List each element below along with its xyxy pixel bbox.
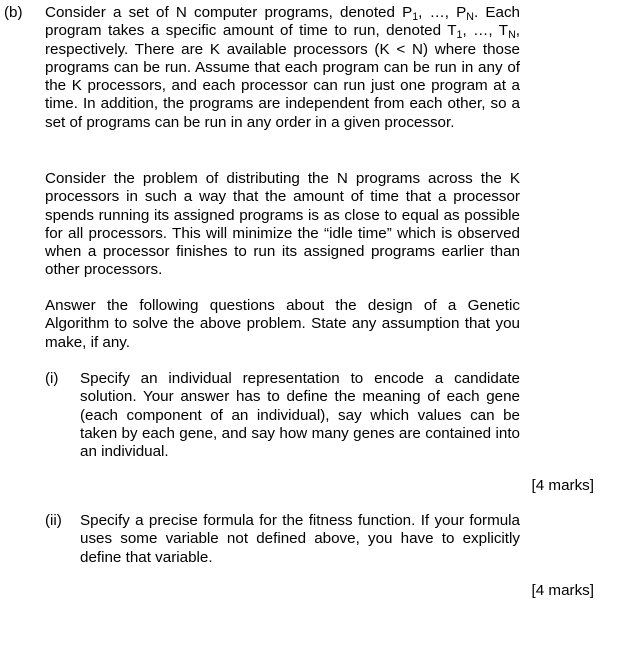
instructions: Answer the following questions about the design of a Genetic Algorithm to solve the above problem. State any assumption that you make, if any. xyxy=(45,297,520,351)
question-label: (b) xyxy=(4,4,23,21)
problem-description: Consider the problem of distributing the N programs across the K processors in such a way that the amount of time that a processor spends running its assigned programs is as close to equal as possible for all processors. This will minimize the “idle time” which is observed when a processor finishes to run its assigned programs earlier than other processors. xyxy=(45,170,520,279)
part-ii-label: (ii) xyxy=(45,512,62,529)
part-ii-marks: [4 marks] xyxy=(531,582,594,599)
part-i-label: (i) xyxy=(45,370,59,387)
part-i-text: Specify an individual representation to encode a candidate solution. Your answer has to define the meaning of each gene (each component of an individual), say which values can be taken by each gene, and say how many genes are contained into an individual. xyxy=(80,370,520,461)
part-ii-text: Specify a precise formula for the fitness function. If your formula uses some variable not defined above, you have to explicitly define that variable. xyxy=(80,512,520,566)
question-intro: Consider a set of N computer programs, denoted $P_1$, …, $P_N$. Each program takes a specific amount of time to run, denoted $T_1$, …, $T_N$, respectively. There are K available processors (K < N) where those programs can be run. Assume that each program can be run in any of the K processors, and each processor can run just one program at a time. In addition, the programs are independent from each other, so a set of programs can be run in any order in a given processor. xyxy=(45,4,520,131)
part-i-marks: [4 marks] xyxy=(531,477,594,494)
